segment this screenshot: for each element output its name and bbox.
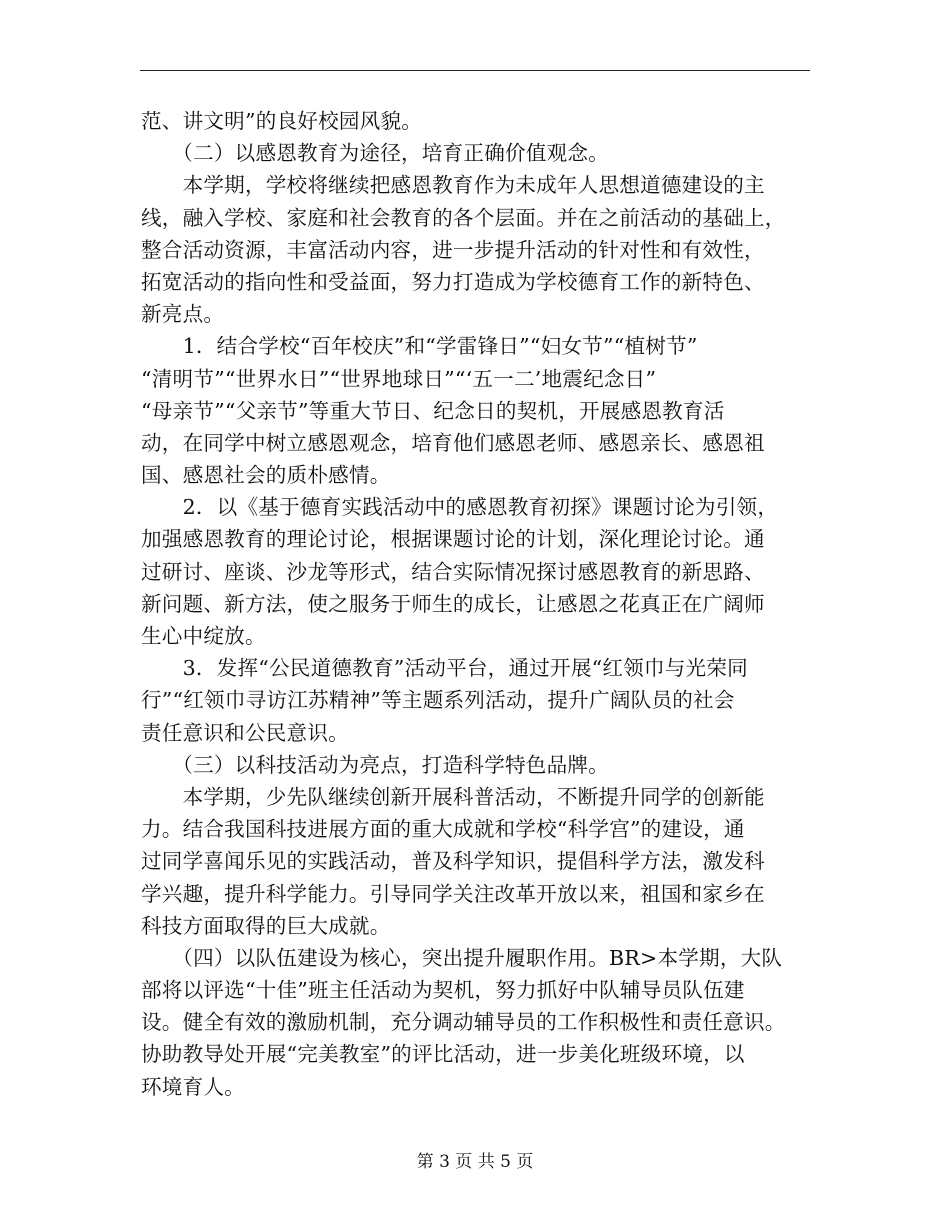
text-line: 科技方面取得的巨大成就。 — [141, 913, 391, 938]
text-line: 1．结合学校“百年校庆”和“学雷锋日”“妇女节”“植树节” — [141, 334, 698, 359]
text-line: 本学期，少先队继续创新开展科普活动，不断提升同学的创新能 — [141, 784, 765, 809]
text-line: 行”“红领巾寻访江苏精神”等主题系列活动，提升广阔队员的社会 — [141, 688, 735, 713]
text-line: 新问题、新方法，使之服务于师生的成长，让感恩之花真正在广阔师 — [141, 591, 765, 616]
text-line: 2．以《基于德育实践活动中的感恩教育初探》课题讨论为引领， — [141, 495, 779, 520]
text-line: 过同学喜闻乐见的实践活动，普及科学知识，提倡科学方法，激发科 — [141, 849, 765, 874]
text-line: 3．发挥“公民道德教育”活动平台，通过开展“红领巾与光荣同 — [141, 656, 748, 681]
text-line: 本学期，学校将继续把感恩教育作为未成年人思想道德建设的主 — [141, 173, 765, 198]
text-line: 力。结合我国科技进展方面的重大成就和学校“科学宫”的建设，通 — [141, 817, 745, 842]
section-heading: （四）以队伍建设为核心，突出提升履职作用。BR>本学期，大队 — [141, 945, 783, 970]
section-heading: （二）以感恩教育为途径，培育正确价值观念。 — [141, 141, 609, 166]
text-line: 环境育人。 — [141, 1074, 245, 1099]
text-line: 范、讲文明”的良好校园风貌。 — [141, 109, 423, 133]
text-line: “清明节”“世界水日”“世界地球日”“‘五一二’地震纪念日” — [141, 366, 657, 391]
text-line: 拓宽活动的指向性和受益面，努力打造成为学校德育工作的新特色、 — [141, 269, 765, 294]
text-line: 责任意识和公民意识。 — [141, 720, 349, 745]
text-line: 学兴趣，提升科学能力。引导同学关注改革开放以来，祖国和家乡在 — [141, 881, 765, 906]
text-line: 设。健全有效的激励机制，充分调动辅导员的工作积极性和责任意识。 — [141, 1010, 786, 1035]
text-line: 线，融入学校、家庭和社会教育的各个层面。并在之前活动的基础上， — [141, 205, 786, 230]
text-line: 国、感恩社会的质朴感情。 — [141, 463, 391, 488]
document-body — [141, 105, 813, 1103]
section-heading: （三）以科技活动为亮点，打造科学特色品牌。 — [141, 752, 609, 777]
header-rule — [140, 70, 810, 71]
text-line: 生心中绽放。 — [141, 624, 266, 648]
text-line: 动，在同学中树立感恩观念，培育他们感恩老师、感恩亲长、感恩祖 — [141, 430, 765, 455]
text-line: “母亲节”“父亲节”等重大节日、纪念日的契机，开展感恩教育活 — [141, 398, 725, 423]
text-line: 协助教导处开展“完美教室”的评比活动，进一步美化班级环境，以 — [141, 1042, 745, 1067]
page-number: 第 3 页 共 5 页 — [416, 1152, 534, 1172]
text-line: 新亮点。 — [141, 302, 225, 327]
text-line: 部将以评选“十佳”班主任活动为契机，努力抓好中队辅导员队伍建 — [141, 978, 745, 1003]
text-line: 整合活动资源，丰富活动内容，进一步提升活动的针对性和有效性， — [141, 237, 765, 262]
text-line: 加强感恩教育的理论讨论，根据课题讨论的计划，深化理论讨论。通 — [141, 527, 765, 552]
text-line: 过研讨、座谈、沙龙等形式，结合实际情况探讨感恩教育的新思路、 — [141, 559, 765, 584]
